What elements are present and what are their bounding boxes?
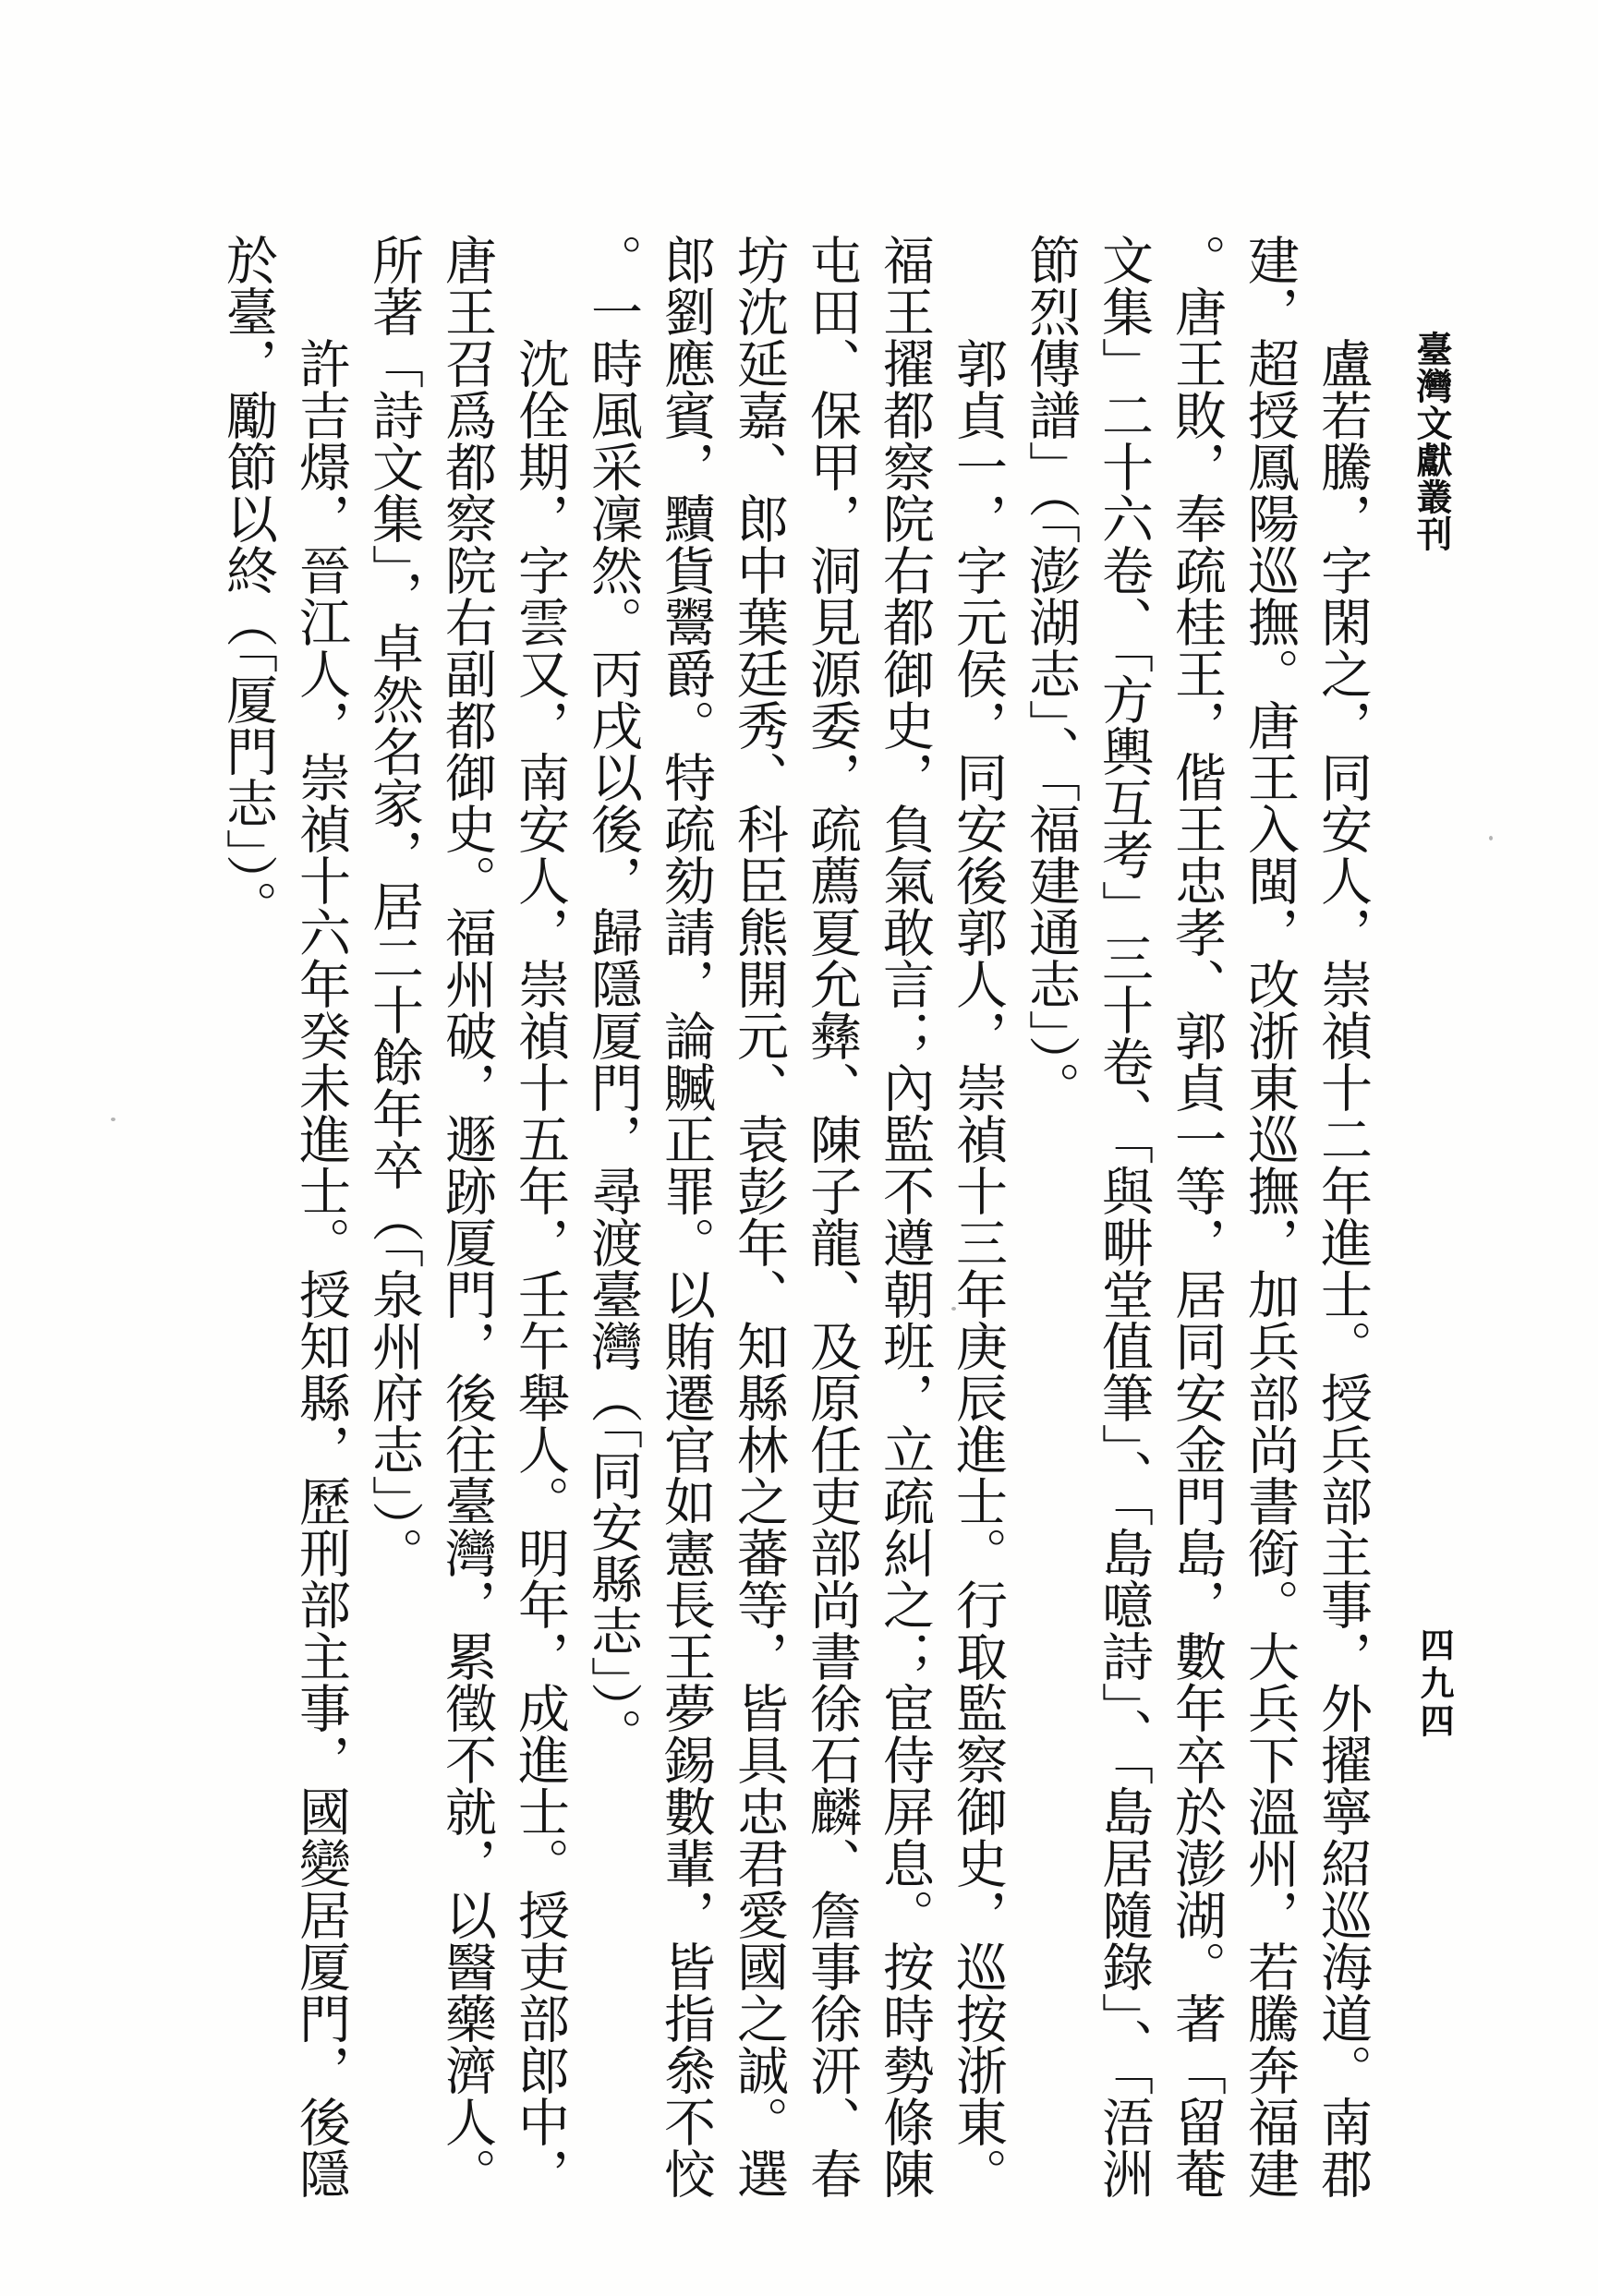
paragraph-shen-quanqi: 沈佺期，字雲又，南安人，崇禎十五年，壬午舉人。明年，成進士。授吏部郎中，唐王召爲都察院右副都御史。福州破，遯跡厦門，後往臺灣，累徵不就，以醫藥濟人。所著「詩文集」，卓然名家，居二十餘年卒（「泉州府志」）。 bbox=[365, 234, 568, 2199]
paragraph-xu-jijing: 許吉燝，晉江人，崇禎十六年癸未進士。授知縣，歷刑部主事，國變居厦門，後隱於臺，勵節以終（「厦門志」）。 bbox=[219, 234, 349, 2199]
page-number: 四九四 bbox=[1414, 1627, 1452, 1741]
scan-noise-speck bbox=[111, 1118, 115, 1121]
paragraph-lu-ruoteng: 盧若騰，字閑之，同安人，崇禎十二年進士。授兵部主事，外擢寧紹巡海道。南郡建，超授鳳陽巡撫。唐王入閩，改浙東巡撫，加兵部尚書銜。大兵下溫州，若騰奔福建。唐王敗，奉疏桂王，偕王忠孝、郭貞一等，居同安金門島，數年卒於澎湖。著「留菴文集」二十六卷、「方輿互考」三十卷、「與畊堂值筆」、「島噫詩」、「島居隨錄」、「浯洲節烈傳譜」（「澎湖志」、「福建通志」）。 bbox=[1022, 234, 1371, 2199]
scan-noise-speck bbox=[1489, 836, 1493, 840]
paragraph-guo-zhenyi: 郭貞一，字元侯，同安後郭人，崇禎十三年庚辰進士。行取監察御史，巡按浙東。福王擢都察院右都御史，負氣敢言；內監不遵朝班，立疏糾之；宦侍屏息。按時勢條陳屯田、保甲，洞見源委，疏薦夏允彝、陳子龍、及原任吏部尚書徐石麟、詹事徐汧、春坊沈延嘉、郎中葉廷秀、科臣熊開元、袁彭年、知縣林之蕃等，皆具忠君愛國之誠。選郎劉應賓，黷貨鬻爵。特疏劾請，論贓正罪。以賄遷官如憲長王夢錫數輩，皆指叅不恔。一時風采凜然。丙戌以後，歸隱厦門，尋渡臺灣（「同安縣志」）。 bbox=[584, 234, 1006, 2199]
scan-noise-speck bbox=[951, 1307, 956, 1311]
series-running-title: 臺灣文獻叢刊 bbox=[1411, 331, 1451, 552]
biography-text-block bbox=[211, 234, 1378, 2199]
